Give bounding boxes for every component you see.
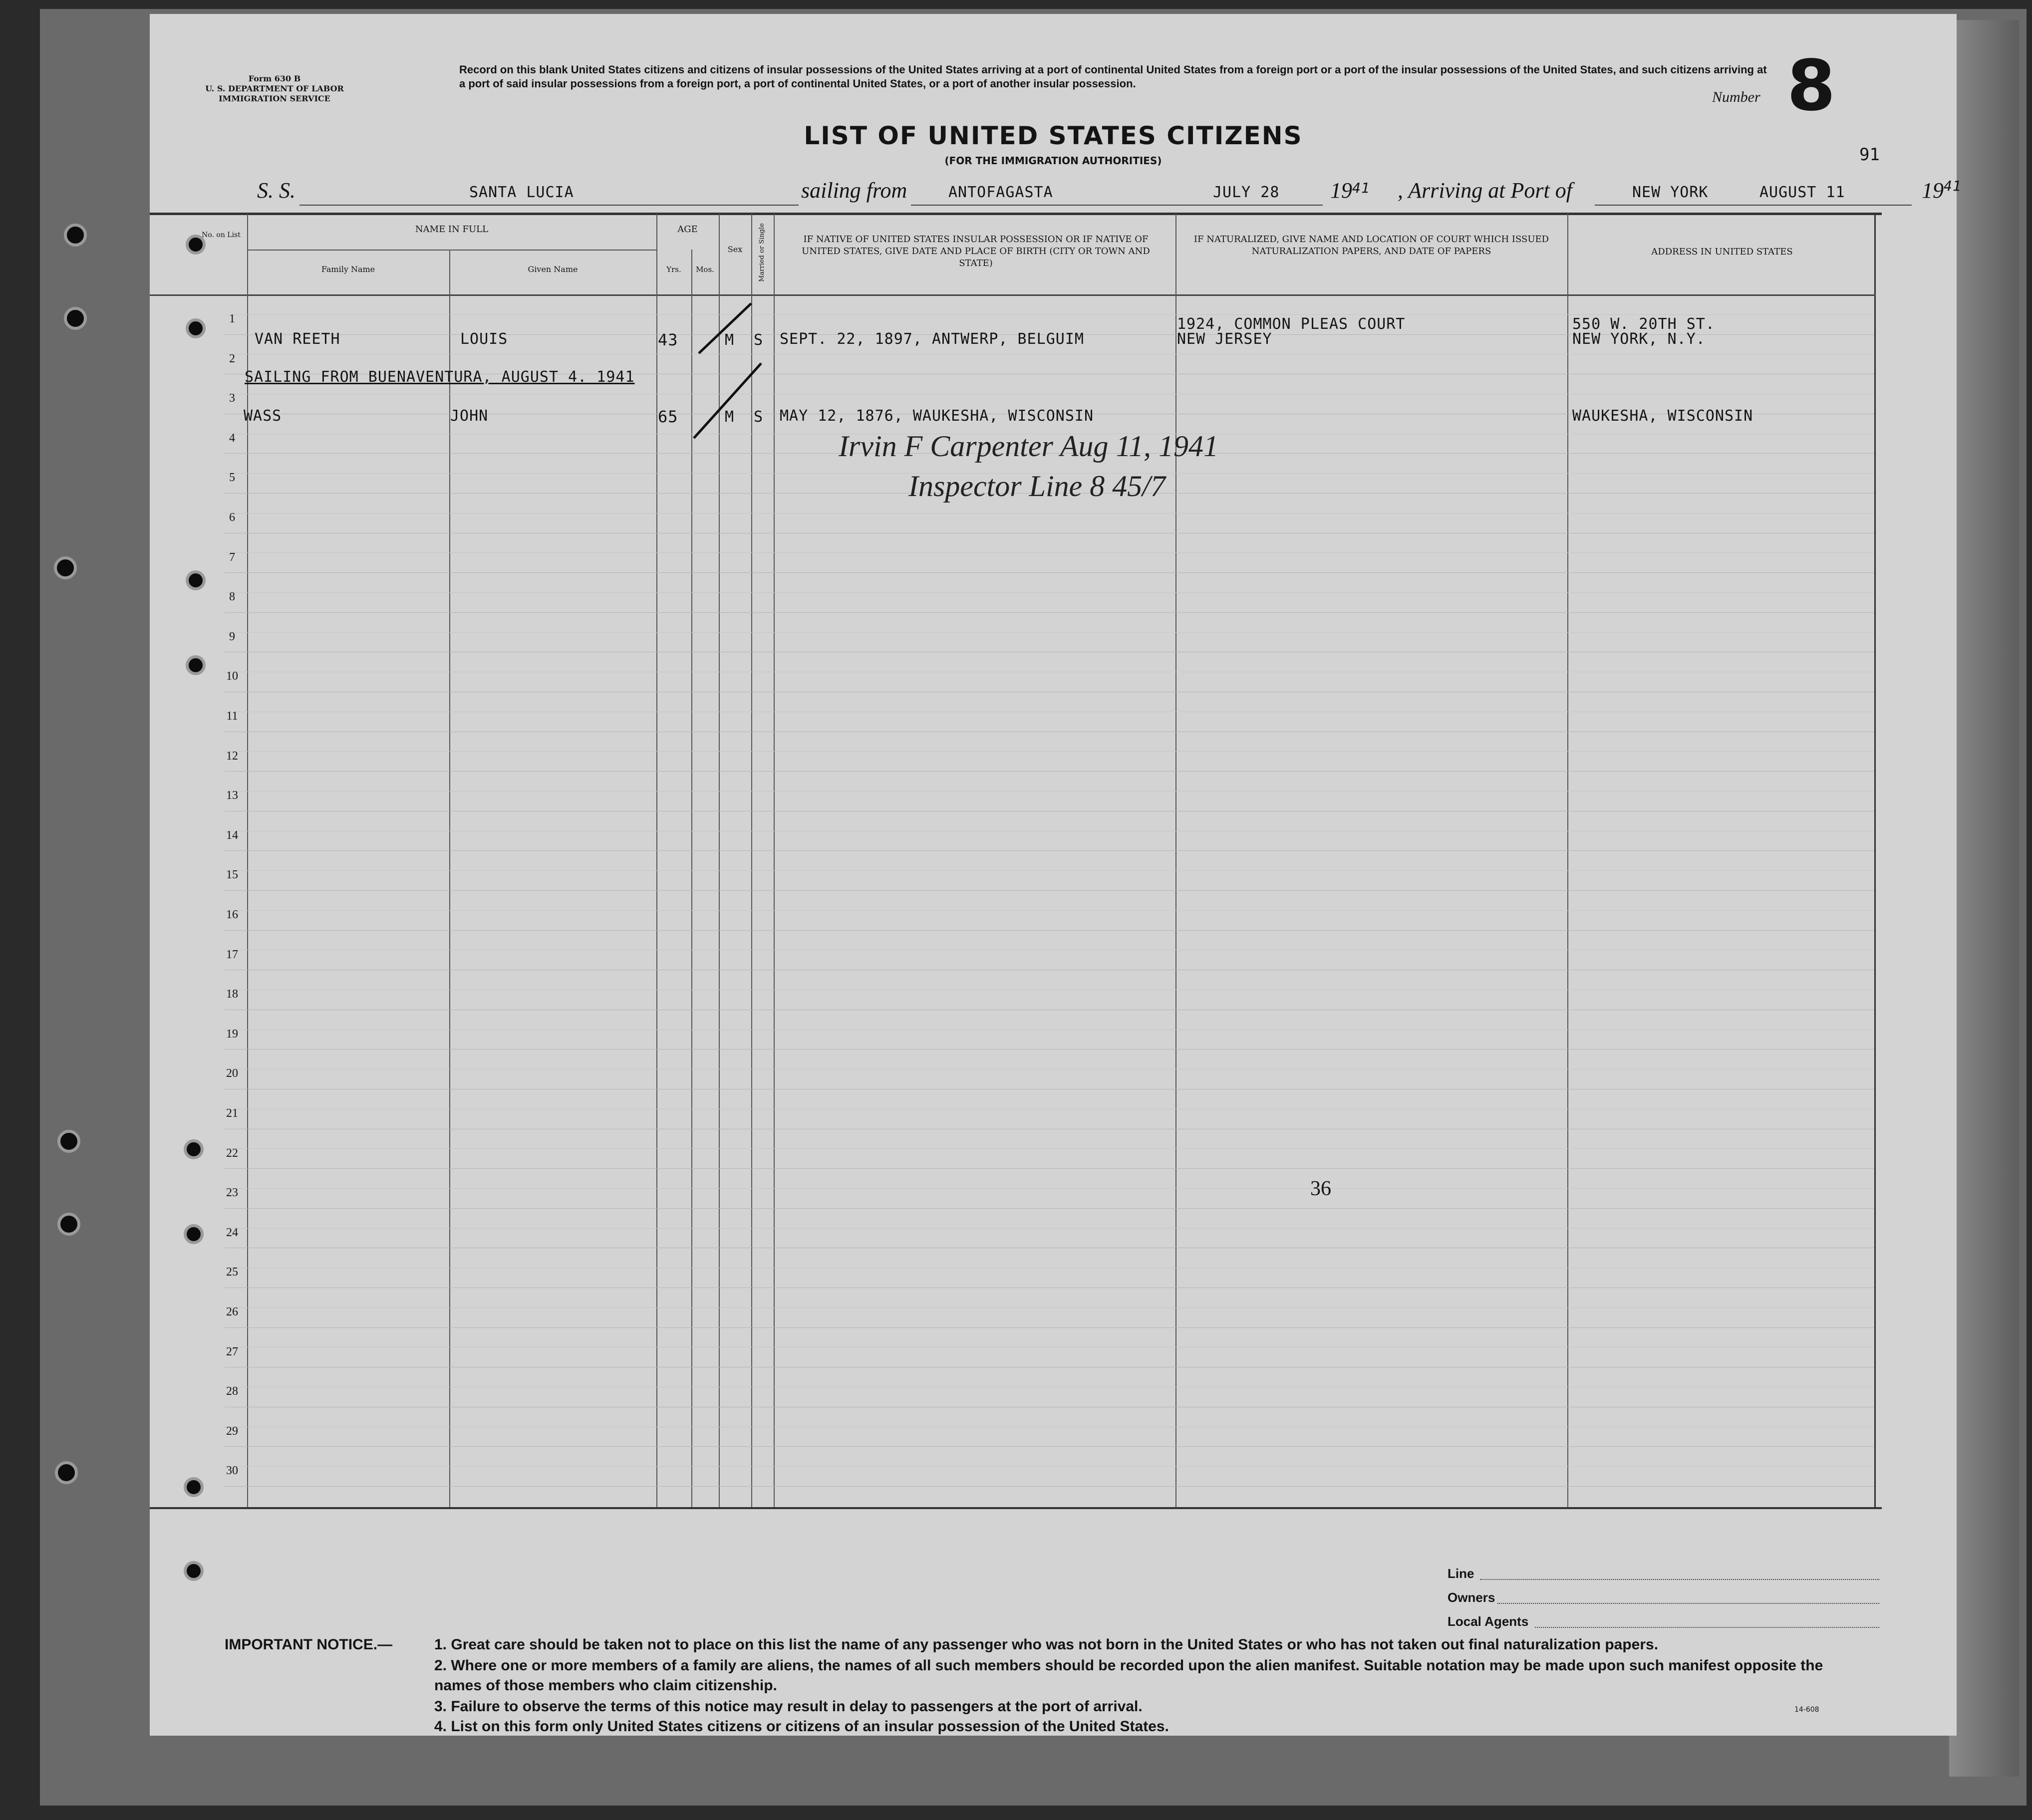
binder-hole: [54, 556, 77, 579]
col-header-family: Family Name: [321, 264, 375, 274]
ruled-line: [225, 572, 1874, 573]
list-number: 8: [1787, 45, 1836, 127]
row-number: 26: [226, 1305, 238, 1318]
ruled-line: [225, 1208, 1874, 1209]
binding-strip: [1949, 20, 2019, 1777]
table-top-border: [150, 213, 1882, 215]
sailing-label: sailing from: [801, 178, 907, 203]
row-number: 2: [229, 352, 235, 365]
col-header-yrs: Yrs.: [666, 265, 681, 274]
year-to-suffix: 41: [1944, 178, 1962, 194]
col-line-native: [1175, 214, 1176, 1507]
form-agency-block: [205, 74, 344, 104]
number-label: Number: [1712, 89, 1760, 105]
date-to: AUGUST 11: [1759, 184, 1845, 201]
ditto-slashes: [689, 293, 779, 443]
row1-birth: SEPT. 22, 1897, ANTWERP, BELGUIM: [780, 330, 1084, 348]
row-number: 16: [226, 908, 238, 921]
ruled-subline: [225, 1228, 1874, 1229]
ruled-line: [225, 771, 1874, 772]
row3-age-years: 65: [658, 407, 678, 426]
ruled-subline: [225, 1466, 1874, 1467]
service-name: IMMIGRATION SERVICE: [219, 94, 330, 103]
ruled-subline: [225, 1148, 1874, 1149]
punch-hole: [184, 1224, 204, 1244]
row3-birth: MAY 12, 1876, WAUKESHA, WISCONSIN: [780, 407, 1094, 425]
binder-hole: [57, 1130, 80, 1153]
row1-naturalization-state: NEW JERSEY: [1177, 330, 1272, 348]
row-number: 3: [229, 392, 235, 405]
table-right-border: [1874, 214, 1876, 1509]
form-number: Form 630 B: [248, 74, 301, 83]
punch-hole: [186, 318, 206, 338]
year-from-prefix: 19: [1330, 178, 1352, 203]
notice-item-1: 1. Great care should be taken not to place on this list the name of any passenger who was not born in the United States or who has not taken out final naturalization papers.: [434, 1636, 1659, 1653]
row-number: 7: [229, 550, 235, 564]
ruled-subline: [225, 592, 1874, 593]
agents-field: [1535, 1627, 1879, 1628]
row-number: 8: [229, 590, 235, 604]
notice-heading: IMPORTANT NOTICE.—: [225, 1636, 393, 1653]
row-number: 29: [226, 1424, 238, 1438]
col-header-given: Given Name: [528, 264, 578, 274]
department-name: U. S. DEPARTMENT OF LABOR: [205, 84, 344, 93]
line-field-label: Line: [1448, 1566, 1474, 1581]
row-number: 24: [226, 1226, 238, 1239]
row-number: 12: [226, 749, 238, 763]
binder-hole: [64, 307, 87, 330]
col-header-address: ADDRESS IN UNITED STATES: [1651, 247, 1793, 257]
inspector-signature: Irvin F Carpenter Aug 11, 1941: [839, 430, 1219, 463]
ruled-subline: [225, 870, 1874, 871]
ship-name: SANTA LUCIA: [469, 184, 574, 201]
page-subtitle: (FOR THE IMMIGRATION AUTHORITIES): [944, 155, 1162, 167]
row-number: 14: [226, 828, 238, 842]
col-line-family: [449, 250, 450, 1507]
binder-hole: [57, 1213, 80, 1236]
row-number: 23: [226, 1186, 238, 1200]
year-to: [1922, 178, 1962, 203]
col-line-given: [656, 214, 657, 1507]
col-header-no: No. on List: [202, 231, 241, 239]
row-number: 5: [229, 471, 235, 485]
manifest-page: [150, 14, 1962, 1736]
ruled-subline: [225, 910, 1874, 911]
row-number: 21: [226, 1107, 238, 1120]
row-number: 1: [229, 312, 235, 325]
row2-sailing-note: SAILING FROM BUENAVENTURA, AUGUST 4. 1941: [245, 368, 635, 386]
ruled-subline: [225, 1188, 1874, 1189]
row-number: 6: [229, 511, 235, 524]
row1-marital: S: [754, 331, 764, 349]
inspector-notation: Inspector Line 8 45/7: [908, 470, 1165, 503]
row-number: 22: [226, 1146, 238, 1160]
slash-mark: [694, 363, 764, 438]
row-number: 19: [226, 1027, 238, 1040]
page-title: LIST OF UNITED STATES CITIZENS: [804, 121, 1303, 150]
owners-field-label: Owners: [1448, 1590, 1495, 1605]
row3-family-name: WASS: [244, 407, 282, 425]
row1-age-years: 43: [658, 330, 678, 349]
stamp-number: 36: [1310, 1177, 1331, 1200]
line-field: [1480, 1579, 1879, 1580]
arriving-label: , Arriving at Port of: [1398, 178, 1572, 203]
row3-address: WAUKESHA, WISCONSIN: [1572, 407, 1753, 425]
row3-marital: S: [754, 408, 764, 426]
row1-address-street: 550 W. 20TH ST.: [1572, 315, 1715, 333]
col-header-naturalized: IF NATURALIZED, GIVE NAME AND LOCATION OF COURT WHICH ISSUED NATURALIZATION PAPERS, AND DATE OF PAPERS: [1193, 234, 1549, 257]
header-bottom-line: [150, 294, 1876, 296]
row-number: 18: [226, 988, 238, 1001]
row1-given-name: LOUIS: [460, 330, 508, 348]
form-code: 14-608: [1794, 1706, 1819, 1714]
punch-hole: [186, 655, 206, 675]
punch-hole: [184, 1477, 204, 1497]
punch-hole: [186, 570, 206, 590]
ruled-line: [225, 1486, 1874, 1487]
ship-underline: [299, 205, 799, 206]
col-header-name: NAME IN FULL: [415, 224, 489, 235]
port-to: NEW YORK: [1632, 184, 1709, 201]
ruled-line: [225, 890, 1874, 891]
year-from-suffix: 41: [1352, 180, 1370, 196]
punch-hole: [184, 1139, 204, 1159]
punch-hole: [184, 1561, 204, 1581]
owners-field: [1497, 1603, 1879, 1604]
ruled-line: [225, 1446, 1874, 1447]
row-number: 25: [226, 1266, 238, 1279]
ruled-subline: [225, 632, 1874, 633]
row-number: 30: [226, 1464, 238, 1478]
row-number: 4: [229, 431, 235, 445]
ruled-line: [225, 612, 1874, 613]
row-number: 20: [226, 1067, 238, 1080]
row-number: 17: [226, 948, 238, 961]
col-header-native: IF NATIVE OF UNITED STATES INSULAR POSSESSION OR IF NATIVE OF UNITED STATES, GIVE DATE AND PLACE OF BIRTH (CITY OR TOWN AND STATE): [802, 234, 1150, 268]
row-number: 27: [226, 1345, 238, 1358]
row1-family-name: VAN REETH: [255, 330, 340, 348]
row-number: 15: [226, 868, 238, 882]
col-header-mos: Mos.: [696, 265, 714, 274]
notice-item-3: 3. Failure to observe the terms of this notice may result in delay to passengers at the port of arrival.: [434, 1698, 1143, 1715]
row1-address-city: NEW YORK, N.Y.: [1572, 330, 1706, 348]
form-instructions: Record on this blank United States citizens and citizens of insular possessions of the United States arriving at a port of continental United States from a foreign port or a port of the insular possessions of the United States, and such citizens arriving at a port of said insular possessions from a foreign port, a port of continental United States, or a port of another insular possession.: [459, 63, 1767, 90]
ruled-line: [225, 850, 1874, 851]
notice-item-2: 2. Where one or more members of a family are aliens, the names of all such members should be recorded upon the alien manifest. Suitable notation may be made upon such manifest opposite the names of those members who claim citizenship.: [434, 1657, 1823, 1694]
row3-sex: M: [725, 408, 735, 426]
row-number: 10: [226, 670, 238, 683]
name-age-divider: [247, 250, 656, 251]
row-number: 28: [226, 1385, 238, 1398]
row3-given-name: JOHN: [450, 407, 489, 425]
year-from: [1330, 178, 1370, 203]
date-from: JULY 28: [1213, 184, 1280, 201]
ruled-line: [225, 930, 1874, 931]
ruled-line: [225, 1168, 1874, 1169]
ruled-subline: [225, 1307, 1874, 1308]
row-number: 9: [229, 630, 235, 643]
ruled-subline: [225, 751, 1874, 752]
port-from: ANTOFAGASTA: [948, 184, 1053, 201]
row1-sex: M: [725, 331, 735, 349]
col-header-age: AGE: [677, 224, 698, 235]
sheet-number: 91: [1859, 145, 1880, 165]
ruled-subline: [225, 552, 1874, 553]
ruled-subline: [225, 513, 1874, 514]
slash-mark: [699, 303, 751, 353]
col-header-sex: Sex: [727, 245, 743, 254]
row-number: 13: [226, 789, 238, 802]
table-bottom-border: [150, 1507, 1882, 1509]
col-header-married: Married or Single: [758, 223, 766, 282]
notice-item-4: 4. List on this form only United States citizens or citizens of an insular possession of the United States.: [434, 1718, 1169, 1735]
binder-hole: [55, 1461, 78, 1484]
sailing-underline: [911, 205, 1323, 206]
ruled-subline: [225, 314, 1874, 315]
row1-naturalization-court: 1924, COMMON PLEAS COURT: [1177, 315, 1406, 333]
row-number: 11: [226, 710, 238, 723]
col-line-naturalized: [1567, 214, 1568, 1507]
arrival-underline: [1595, 205, 1912, 206]
agents-field-label: Local Agents: [1448, 1614, 1529, 1629]
binder-hole: [64, 224, 87, 247]
ruled-line: [225, 1327, 1874, 1328]
year-to-prefix: 19: [1922, 178, 1944, 203]
ss-label: S. S.: [257, 178, 295, 203]
